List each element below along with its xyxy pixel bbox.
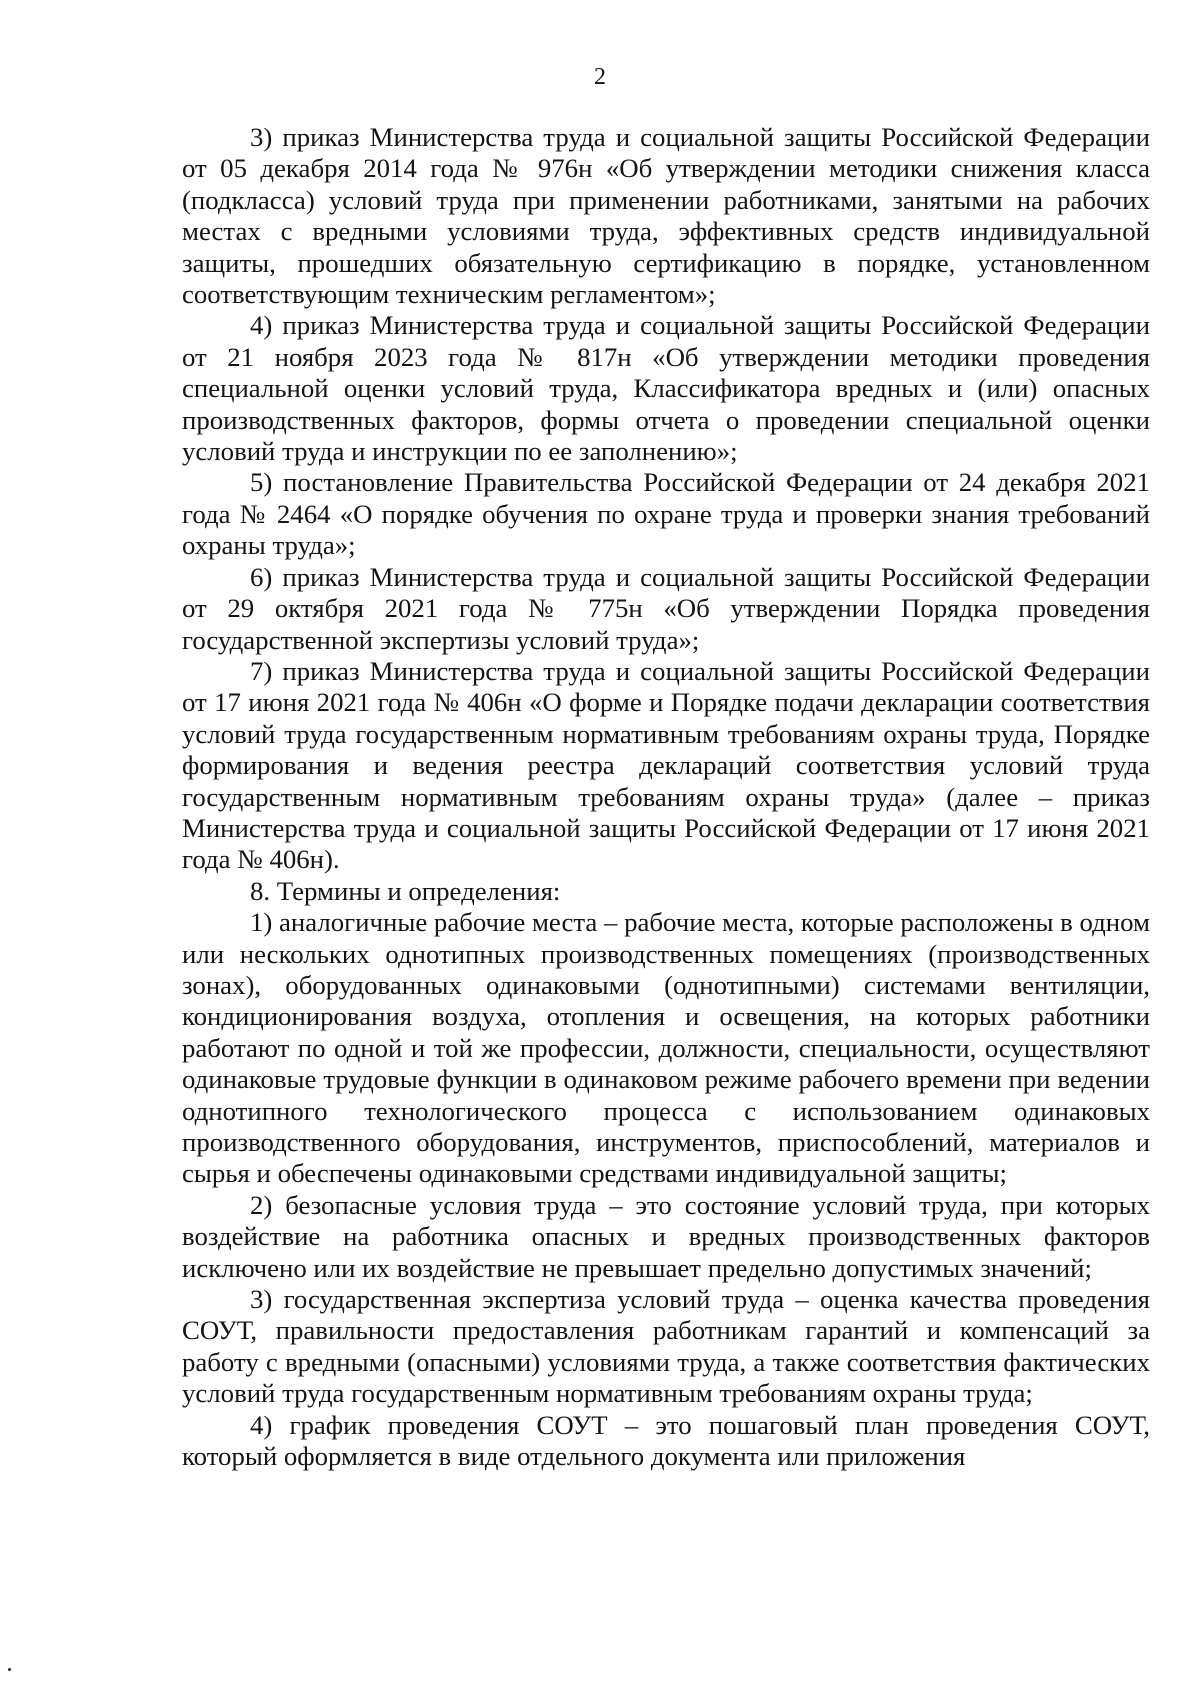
section-heading-terms: 8. Термины и определения:	[250, 875, 561, 906]
paragraph-item-4-order-817n: 4) приказ Министерства труда и социальной защиты Российской Федерации от 21 ноября 2023 года № 817н «Об утверждении методики проведения специальной оценки условий труда, Классификатора вредных и (или) опасных производственных факторов, формы отчета о проведении специальной оценки условий труда и инструкции по ее заполнению»;	[182, 310, 1150, 467]
paragraph-item-6-order-775n: 6) приказ Министерства труда и социальной защиты Российской Федерации от 29 октября 2021 года № 775н «Об утверждении Порядка проведения государственной экспертизы условий труда»;	[182, 561, 1150, 655]
definition-safe-conditions: 2) безопасные условия труда – это состояние условий труда, при которых воздействие на работника опасных и вредных производственных факторов исключено или их воздействие не превышает предельно допустимых значений;	[182, 1189, 1150, 1283]
definition-sout-schedule: 4) график проведения СОУТ – это пошаговый план проведения СОУТ, который оформляется в виде отдельного документа или приложения	[182, 1409, 1150, 1472]
scan-speck	[8, 1668, 11, 1671]
paragraph-item-7-order-406n: 7) приказ Министерства труда и социальной защиты Российской Федерации от 17 июня 2021 года № 406н «О форме и Порядке подачи декларации соответствия условий труда государственным нормативным требованиям охраны труда, Порядке формирования и ведения реестра деклараций соответствия условий труда государственным нормативным требованиям охраны труда» (далее – приказ Министерства труда и социальной защиты Российской Федерации от 17 июня 2021 года № 406н).	[182, 655, 1150, 875]
definition-similar-workplaces: 1) аналогичные рабочие места – рабочие места, которые расположены в одном или нескольких однотипных производственных помещениях (производственных зонах), оборудованных одинаковыми (однотипными) системами вентиляции, кондиционирования воздуха, отопления и освещения, на которых работники работают по одной и той же профессии, должности, специальности, осуществляют одинаковые трудовые функции в одинаковом режиме рабочего времени при ведении однотипного технологического процесса с использованием одинаковых производственного оборудования, инструментов, приспособлений, материалов и сырья и обеспечены одинаковыми средствами индивидуальной защиты;	[182, 907, 1150, 1189]
page-number: 2	[594, 64, 606, 90]
document-body	[182, 122, 1150, 1472]
paragraph-item-3-order-976n: 3) приказ Министерства труда и социальной защиты Российской Федерации от 05 декабря 2014 года № 976н «Об утверждении методики снижения класса (подкласса) условий труда при применении работниками, занятыми на рабочих местах с вредными условиями труда, эффективных средств индивидуальной защиты, прошедших обязательную сертификацию в порядке, установленном соответствующим техническим регламентом»;	[182, 122, 1150, 310]
definition-state-expertise: 3) государственная экспертиза условий труда – оценка качества проведения СОУТ, правильности предоставления работникам гарантий и компенсаций за работу с вредными (опасными) условиями труда, а также соответствия фактических условий труда государственным нормативным требованиям охраны труда;	[182, 1284, 1150, 1409]
paragraph-item-5-resolution-2464: 5) постановление Правительства Российской Федерации от 24 декабря 2021 года № 2464 «О порядке обучения по охране труда и проверки знания требований охраны труда»;	[182, 467, 1150, 561]
